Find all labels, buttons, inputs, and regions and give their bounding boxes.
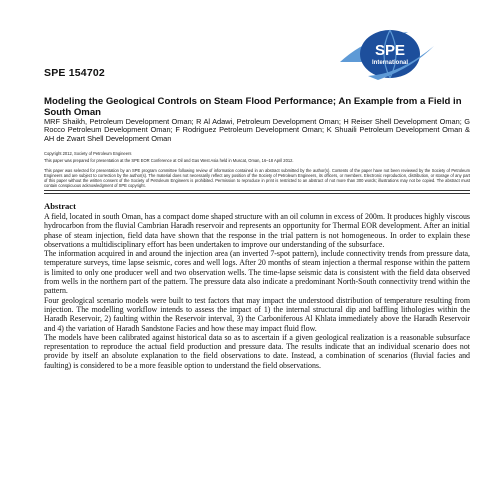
paper-title: Modeling the Geological Controls on Steam Flood Performance; An Example from a Field in South Oman xyxy=(44,96,462,118)
abstract-paragraph: Four geological scenario models were built to test factors that may impact the understood distribution of temperature resulting from injection. The modelling workflow intends to assess the impact of 1) the internal structural dip and baffling lithologies within the Haradh Reservoir, 2) faulting within the Reservoir interval, 3) the Carboniferous Al Khlata immediately above the Haradh Reservoir and 4) the variation of Haradh Sandstone Facies and how these may impact fluid flow. xyxy=(44,295,470,333)
abstract-body xyxy=(44,212,470,370)
logo-text-sub: International xyxy=(371,60,409,66)
abstract-paragraph: A field, located in south Oman, has a compact dome shaped structure with an oil column in excess of 200m. It produces highly viscous hydrocarbon from the fluvial Cambrian Haradh reservoir and represents an opportunity for Thermal EOR development. After an initial phase of steam injection, field data have shown that the response in the trial pattern is not homogeneous. In order to explain these observations a multidisciplinary effort has been undertaken to improve our understanding of the subsurface. xyxy=(44,212,471,249)
abstract-paragraph: The information acquired in and around the injection area (an inverted 7-spot pattern), include connectivity trends from pressure data, temperature surveys, time lapse seismic, cores and well logs. After 20 months of steam injection a thermal response within the pattern is limited to only one producer well and two observation wells. The time-lapse seismic data is consistent with the field data observed from wells in the northern part of the pattern. The pressure data also indicate a predominant North-South connectivity trend within the pattern. xyxy=(44,249,470,296)
review-disclaimer: This paper was selected for presentation by an SPE program committee following review of information contained in an abstract submitted by the author(s). Contents of the paper have not been reviewed by the Society of Petroleum Engineers and are subject to correction by the author(s). The material does not necessarily reflect any position of the Society of Petroleum Engineers, its officers, or members. Electronic reproduction, distribution, or storage of any part of this paper without the written consent of the Society of Petroleum Engineers is prohibited. Permission to reproduce in print is restricted to an abstract of not more than 300 words; illustrations may not be copied. The abstract must contain conspicuous acknowledgment of SPE copyright. xyxy=(44,168,470,188)
divider-rule xyxy=(44,190,470,191)
conference-note: This paper was prepared for presentation at the SPE EOR Conference at Oil and Gas West Asia held in Muscat, Oman, 16–18 April 2012. xyxy=(44,158,294,163)
paper-number: SPE 154702 xyxy=(44,67,105,79)
logo-text-main: SPE xyxy=(374,42,406,59)
abstract-heading: Abstract xyxy=(44,201,76,211)
copyright-notice: Copyright 2012, Society of Petroleum Engineers xyxy=(44,151,132,156)
spe-international-logo xyxy=(338,22,438,82)
author-list: MRF Shaikh, Petroleum Development Oman; R Al Adawi, Petroleum Development Oman; H Reiser Shell Development Oman; G Rocco Petroleum Development Oman; F Rodriguez Petroleum Development Oman; K Shuaili Petroleum Development Oman & AH de Zwart Shell Development Oman xyxy=(44,117,470,143)
divider-rule xyxy=(44,193,470,194)
abstract-paragraph: The models have been calibrated against historical data so as to ascertain if a given geological realization is a reasonable subsurface representation to reproduce the actual field production and pressure data. The results indicate that an individual scenario does not provide by itself an absolute explanation to the field observations to date. Instead, a combination of scenarios (fluvial facies and faulting) is considered to be a more feasible option to understand the field observations. xyxy=(44,332,470,370)
